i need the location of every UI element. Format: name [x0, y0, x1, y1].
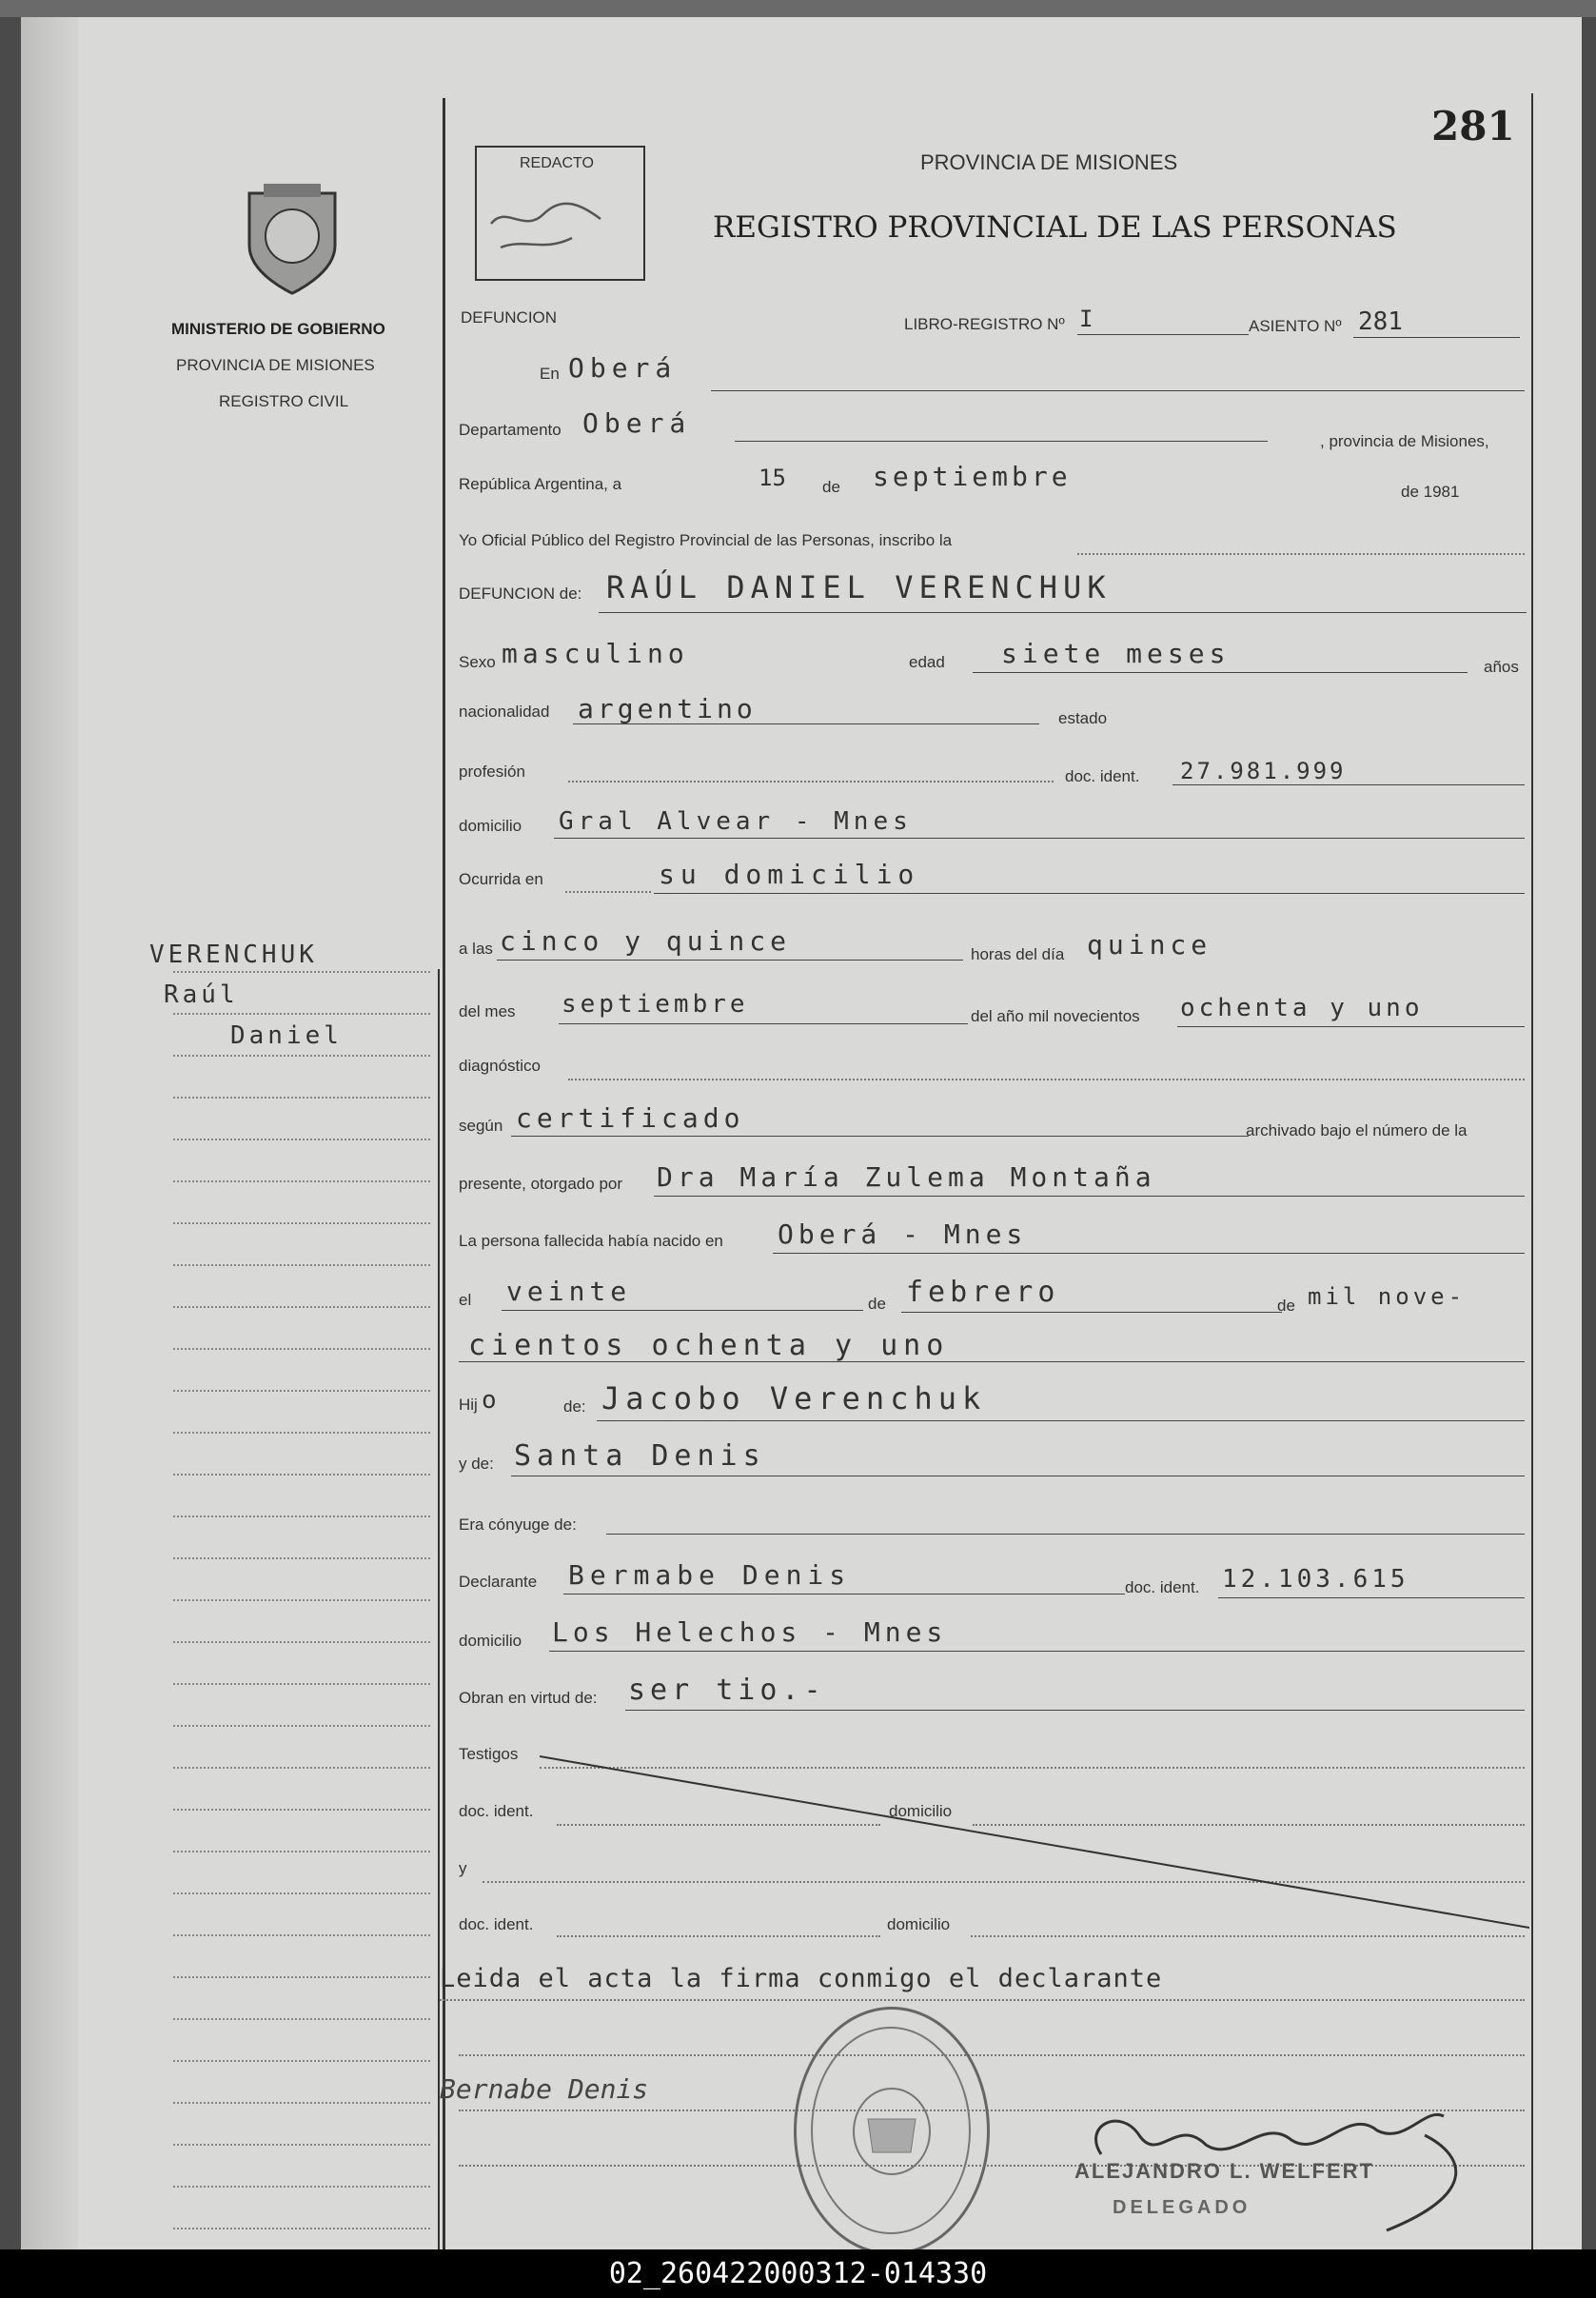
- defuncion-value: RAÚL DANIEL VERENCHUK: [606, 569, 1112, 605]
- republica-label: República Argentina, a: [459, 475, 622, 493]
- en-label: En: [540, 365, 560, 383]
- header-province: PROVINCIA DE MISIONES: [920, 150, 1178, 174]
- de-value: febrero: [906, 1276, 1060, 1309]
- margin-line: [173, 1683, 430, 1685]
- redacto-scribble: [486, 186, 629, 262]
- oficial-line: [1077, 553, 1525, 555]
- dom2-value: Los Helechos - Mnes: [552, 1616, 948, 1648]
- official-title: DELEGADO: [1113, 2197, 1251, 2218]
- coat-of-arms-icon: [240, 179, 345, 298]
- estado-label: estado: [1058, 709, 1108, 727]
- edad-value: siete meses: [1001, 638, 1231, 669]
- segun-line: [511, 1136, 1249, 1137]
- diagnostico-line: [568, 1079, 1525, 1080]
- nacionalidad-label: nacionalidad: [459, 703, 550, 721]
- el-value: veinte: [506, 1276, 632, 1307]
- de3-label: de: [1277, 1297, 1295, 1315]
- profesion-line: [568, 781, 1054, 783]
- diagnostico-label: diagnóstico: [459, 1057, 542, 1075]
- hijo-label: Hij: [459, 1396, 478, 1414]
- doc1-label: doc. ident.: [459, 1802, 534, 1820]
- margin-line: [173, 2144, 430, 2146]
- margin-line: [173, 1976, 430, 1978]
- ocurrida-value: su domicilio: [659, 859, 920, 890]
- top-edge: [0, 0, 1596, 17]
- ano-value: ochenta y uno: [1180, 994, 1424, 1022]
- yde-label: y de:: [459, 1455, 494, 1473]
- en-value: Oberá: [568, 352, 678, 384]
- de-line: [901, 1312, 1282, 1313]
- seat-value: 281: [1358, 307, 1403, 336]
- redacto-stamp: [475, 146, 645, 281]
- left-civil: REGISTRO CIVIL: [219, 392, 349, 410]
- obran-value: ser tio.-: [628, 1674, 826, 1707]
- margin-line: [173, 1474, 430, 1476]
- margin-line: [173, 1809, 430, 1811]
- margin-note-surname: VERENCHUK: [149, 941, 318, 969]
- margin-line: [173, 1306, 430, 1308]
- fecha-de2: de 1981: [1401, 483, 1460, 501]
- margin-line: [173, 2186, 430, 2188]
- nacionalidad-value: argentino: [578, 693, 757, 724]
- hijo-line: [597, 1420, 1525, 1421]
- header-registry: REGISTRO PROVINCIAL DE LAS PERSONAS: [713, 210, 1397, 245]
- book-value: I: [1079, 306, 1094, 332]
- delmes-label: del mes: [459, 1002, 516, 1020]
- margin-line: [173, 1180, 430, 1182]
- domicilio-line: [554, 838, 1525, 839]
- hijo-suffix: o: [482, 1386, 497, 1415]
- defuncion-label: DEFUNCION de:: [459, 584, 582, 603]
- sexo-value: masculino: [502, 638, 689, 669]
- presente-label: presente, otorgado por: [459, 1175, 623, 1193]
- official-seal: [794, 2007, 990, 2255]
- margin-note-second: Daniel: [230, 1021, 343, 1050]
- dom2-label: domicilio: [459, 1632, 522, 1650]
- main-column-rule: [443, 98, 445, 2249]
- extra-line-1: [459, 2054, 1525, 2056]
- declarante-doc-line: [1218, 1597, 1525, 1598]
- conyuge-label: Era cónyuge de:: [459, 1515, 577, 1534]
- nacionalidad-line: [573, 723, 1039, 724]
- delmes-value: septiembre: [562, 990, 749, 1019]
- en-line: [711, 390, 1525, 391]
- fecha-de1: de: [822, 478, 840, 496]
- leida-value: Leida el acta la firma conmigo el declarante: [440, 1964, 1163, 1993]
- page-number: 281: [1431, 103, 1515, 149]
- ano-label: del año mil novecientos: [971, 1007, 1140, 1025]
- declarante-doc-value: 12.103.615: [1222, 1565, 1409, 1594]
- anos-label: años: [1484, 658, 1519, 676]
- margin-line: [173, 971, 430, 973]
- ocurrida-label: Ocurrida en: [459, 870, 543, 888]
- book-line: [1077, 334, 1249, 335]
- margin-line: [173, 1139, 430, 1140]
- act-type: DEFUNCION: [461, 308, 558, 327]
- seat-line: [1353, 337, 1520, 338]
- margin-line: [173, 1599, 430, 1601]
- margin-line: [173, 1348, 430, 1350]
- document-page: [21, 17, 1582, 2249]
- obran-line: [625, 1710, 1525, 1711]
- margin-line: [173, 1557, 430, 1559]
- presente-line: [654, 1196, 1525, 1197]
- book-label: LIBRO-REGISTRO Nº: [904, 315, 1065, 333]
- obran-label: Obran en virtud de:: [459, 1689, 598, 1707]
- departamento-line: [735, 441, 1268, 442]
- margin-line: [173, 2102, 430, 2104]
- margin-line: [173, 1892, 430, 1894]
- margin-line: [173, 1432, 430, 1434]
- margin-note-first: Raúl: [164, 981, 239, 1009]
- left-ministry: MINISTERIO DE GOBIERNO: [171, 320, 385, 338]
- conyuge-line: [606, 1534, 1525, 1535]
- ocurrida-dots: [565, 891, 651, 893]
- margin-line: [173, 1851, 430, 1852]
- dom4-label: domicilio: [887, 1915, 951, 1933]
- nacido-label: La persona fallecida había nacido en: [459, 1232, 723, 1250]
- seat-label: ASIENTO Nº: [1249, 317, 1342, 335]
- departamento-label: Departamento: [459, 421, 562, 439]
- margin-line: [173, 1641, 430, 1643]
- departamento-value: Oberá: [582, 407, 692, 439]
- delmes-line: [559, 1023, 968, 1024]
- hijo-de-label: de:: [563, 1397, 586, 1416]
- redacto-label: REDACTO: [520, 155, 594, 171]
- margin-line: [173, 2018, 430, 2020]
- hijo-value: Jacobo Verenchuk: [601, 1380, 987, 1416]
- declarante-value: Bermabe Denis: [568, 1559, 852, 1591]
- domicilio-value: Gral Alvear - Mnes: [559, 807, 913, 836]
- alas-label: a las: [459, 940, 493, 958]
- margin-line: [173, 1097, 430, 1099]
- binding-edge: [21, 17, 78, 2249]
- yde-value: Santa Denis: [514, 1439, 766, 1473]
- margin-line: [173, 1264, 430, 1266]
- declarante-label: Declarante: [459, 1573, 538, 1591]
- de-label: de: [868, 1295, 886, 1313]
- doc-label: doc. ident.: [1065, 767, 1140, 785]
- margin-line: [173, 1767, 430, 1769]
- oficial-text: Yo Oficial Público del Registro Provincial de las Personas, inscribo la: [459, 531, 953, 549]
- alas-value: cinco y quince: [500, 925, 792, 957]
- declarante-doc-label: doc. ident.: [1125, 1578, 1200, 1596]
- de3-value: mil nove-: [1308, 1283, 1467, 1310]
- ocurrida-line: [654, 893, 1525, 894]
- official-name: ALEJANDRO L. WELFERT: [1074, 2159, 1374, 2183]
- margin-line: [173, 1055, 430, 1057]
- margin-line: [173, 2060, 430, 2062]
- left-margin-rule: [438, 969, 440, 2249]
- defuncion-line: [599, 612, 1527, 613]
- margin-line: [173, 1390, 430, 1392]
- fecha-mes: septiembre: [873, 461, 1072, 492]
- provincia-suffix: , provincia de Misiones,: [1320, 432, 1489, 450]
- dom4-line: [971, 1935, 1525, 1937]
- declarante-line: [563, 1594, 1125, 1595]
- el-line: [502, 1310, 863, 1311]
- dom3-label: domicilio: [889, 1802, 953, 1820]
- edad-line: [973, 672, 1468, 673]
- profesion-label: profesión: [459, 763, 525, 781]
- leida-line: [440, 1999, 1525, 2001]
- declarant-signature: Bernabe Denis: [440, 2073, 649, 2105]
- sexo-label: Sexo: [459, 653, 496, 671]
- nacido-line: [773, 1253, 1525, 1254]
- right-column-rule: [1531, 93, 1533, 2249]
- archivado-label: archivado bajo el número de la: [1246, 1121, 1468, 1139]
- horas-label: horas del día: [971, 945, 1065, 963]
- segun-label: según: [459, 1117, 503, 1135]
- footer-code: 02_260422000312-014330: [0, 2249, 1596, 2298]
- dom2-line: [549, 1651, 1525, 1652]
- doc-line: [1172, 784, 1525, 785]
- doc-value: 27.981.999: [1180, 758, 1347, 784]
- edad-label: edad: [909, 653, 945, 671]
- testigos-strike: [540, 1754, 1529, 1931]
- domicilio-label: domicilio: [459, 817, 522, 835]
- nacido-value: Oberá - Mnes: [778, 1218, 1028, 1250]
- presente-value: Dra María Zulema Montaña: [657, 1161, 1156, 1193]
- horas-value: quince: [1087, 929, 1212, 961]
- y-label: y: [459, 1859, 467, 1877]
- doc2-label: doc. ident.: [459, 1915, 534, 1933]
- margin-line: [173, 1222, 430, 1224]
- segun-value: certificado: [516, 1102, 745, 1134]
- doc2-line: [557, 1935, 880, 1937]
- margin-line: [173, 1013, 430, 1015]
- left-province: PROVINCIA DE MISIONES: [176, 356, 375, 374]
- cont-line: [459, 1361, 1525, 1362]
- ano-line: [1177, 1026, 1525, 1027]
- margin-line: [173, 1934, 430, 1936]
- testigos-label: Testigos: [459, 1745, 519, 1763]
- cont-value: cientos ochenta y uno: [468, 1329, 950, 1362]
- margin-line: [173, 1515, 430, 1517]
- alas-line: [497, 960, 963, 961]
- margin-line: [173, 2228, 430, 2229]
- margin-line: [173, 1725, 430, 1727]
- el-label: el: [459, 1291, 472, 1309]
- fecha-dia: 15: [759, 465, 786, 491]
